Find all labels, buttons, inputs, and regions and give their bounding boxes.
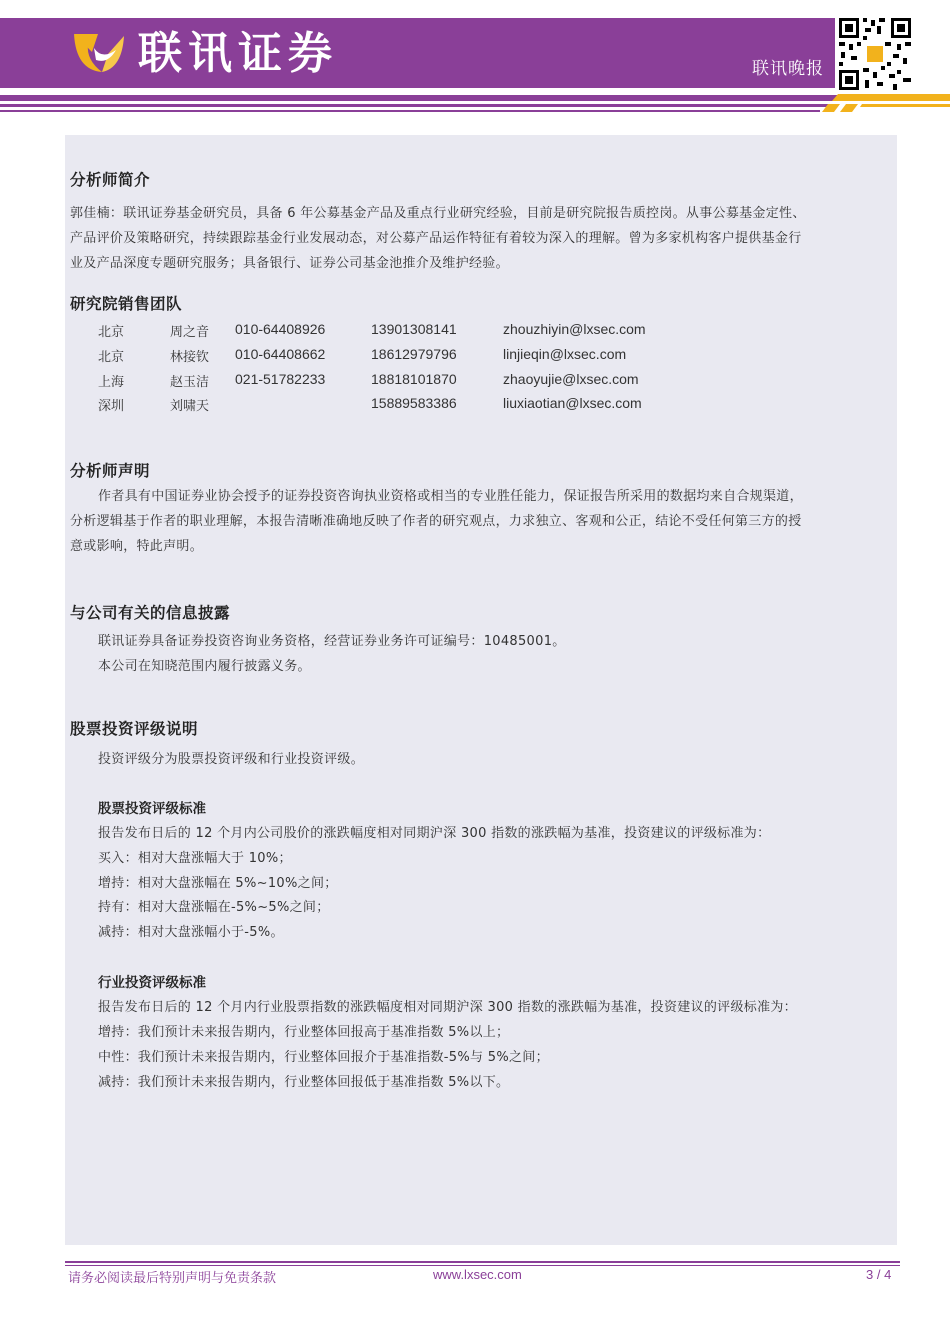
gold-stripe-decoration <box>818 94 950 114</box>
member-city: 北京 <box>98 350 125 365</box>
industry-rating-line: 报告发布日后的 12 个月内行业股票指数的涨跌幅度相对同期沪深 300 指数的涨跌幅为基准，投资建议的评级标准为： <box>98 1000 797 1015</box>
member-tel: 010-64408926 <box>235 321 326 337</box>
member-name: 周之音 <box>170 325 210 340</box>
disclosure-title: 与公司有关的信息披露 <box>70 604 231 622</box>
header-divider <box>0 95 950 101</box>
stock-rating-line: 买入：相对大盘涨幅大于 10%； <box>98 851 292 866</box>
footer-notice: 请务必阅读最后特别声明与免责条款 <box>68 1271 277 1286</box>
analyst-intro-line: 郭佳楠：联讯证券基金研究员，具备 6 年公募基金产品及重点行业研究经验，目前是研究院报告质控岗。从事公募基金定性、 <box>70 206 806 221</box>
sales-team-title: 研究院销售团队 <box>70 295 183 313</box>
stock-rating-line: 报告发布日后的 12 个月内公司股价的涨跌幅度相对同期沪深 300 指数的涨跌幅为基准，投资建议的评级标准为： <box>98 826 771 841</box>
page-number: 3 / 4 <box>866 1267 892 1282</box>
stock-rating-title: 股票投资评级标准 <box>98 801 206 817</box>
header-divider-thinnest <box>0 110 820 112</box>
member-mobile: 13901308141 <box>371 321 457 337</box>
disclosure-line: 联讯证券具备证券投资咨询业务资格，经营证券业务许可证编号：10485001。 <box>98 634 566 649</box>
member-tel: 021-51782233 <box>235 371 326 387</box>
stock-rating-line: 持有：相对大盘涨幅在-5%~5%之间； <box>98 900 330 915</box>
header-divider-thin <box>0 104 830 107</box>
member-email[interactable]: zhaoyujie@lxsec.com <box>503 371 639 387</box>
member-email[interactable]: linjieqin@lxsec.com <box>503 346 627 362</box>
rating-title: 股票投资评级说明 <box>70 720 199 738</box>
analyst-intro-text <box>70 201 865 276</box>
statement-line: 意或影响，特此声明。 <box>70 539 204 554</box>
statement-line: 作者具有中国证券业协会授予的证券投资咨询执业资格或相当的专业胜任能力，保证报告所采用的数据均来自合规渠道， <box>98 489 803 504</box>
statement-line: 分析逻辑基于作者的职业理解，本报告清晰准确地反映了作者的研究观点，力求独立、客观和公正，结论不受任何第三方的授 <box>70 514 802 529</box>
industry-rating-title: 行业投资评级标准 <box>98 975 206 991</box>
industry-rating-line: 增持：我们预计未来报告期内，行业整体回报高于基准指数 5%以上； <box>98 1025 510 1040</box>
company-logo-icon <box>72 30 126 76</box>
member-email[interactable]: liuxiaotian@lxsec.com <box>503 395 642 411</box>
footer-divider <box>65 1261 900 1263</box>
rating-intro: 投资评级分为股票投资评级和行业投资评级。 <box>98 752 365 767</box>
report-product-name: 联讯晚报 <box>752 59 824 79</box>
member-city: 上海 <box>98 375 125 390</box>
analyst-intro-title: 分析师简介 <box>70 171 151 189</box>
analyst-statement-title: 分析师声明 <box>70 462 151 480</box>
disclosure-line: 本公司在知晓范围内履行披露义务。 <box>98 659 311 674</box>
stock-rating-line: 减持：相对大盘涨幅小于-5%。 <box>98 925 284 940</box>
analyst-intro-line: 产品评价及策略研究，持续跟踪基金行业发展动态，对公募产品运作特征有着较为深入的理解。曾为多家机构客户提供基金行 <box>70 231 802 246</box>
analyst-intro-line: 业及产品深度专题研究服务；具备银行、证券公司基金池推介及维护经验。 <box>70 256 509 271</box>
qr-code-icon <box>837 16 913 92</box>
footer-website-link[interactable]: www.lxsec.com <box>433 1267 522 1282</box>
industry-rating-line: 中性：我们预计未来报告期内，行业整体回报介于基准指数-5%与 5%之间； <box>98 1050 549 1065</box>
footer-divider-thin <box>65 1265 900 1266</box>
member-city: 北京 <box>98 325 125 340</box>
member-name: 林接钦 <box>170 350 210 365</box>
member-name: 刘啸天 <box>170 399 210 414</box>
industry-rating-line: 减持：我们预计未来报告期内，行业整体回报低于基准指数 5%以下。 <box>98 1075 510 1090</box>
company-name: 联讯证券 <box>138 28 338 79</box>
member-mobile: 18612979796 <box>371 346 457 362</box>
member-name: 赵玉洁 <box>170 375 210 390</box>
member-tel: 010-64408662 <box>235 346 326 362</box>
member-city: 深圳 <box>98 399 125 414</box>
stock-rating-line: 增持：相对大盘涨幅在 5%~10%之间； <box>98 876 338 891</box>
analyst-statement-text <box>70 484 865 559</box>
member-email[interactable]: zhouzhiyin@lxsec.com <box>503 321 646 337</box>
member-mobile: 15889583386 <box>371 395 457 411</box>
member-mobile: 18818101870 <box>371 371 457 387</box>
